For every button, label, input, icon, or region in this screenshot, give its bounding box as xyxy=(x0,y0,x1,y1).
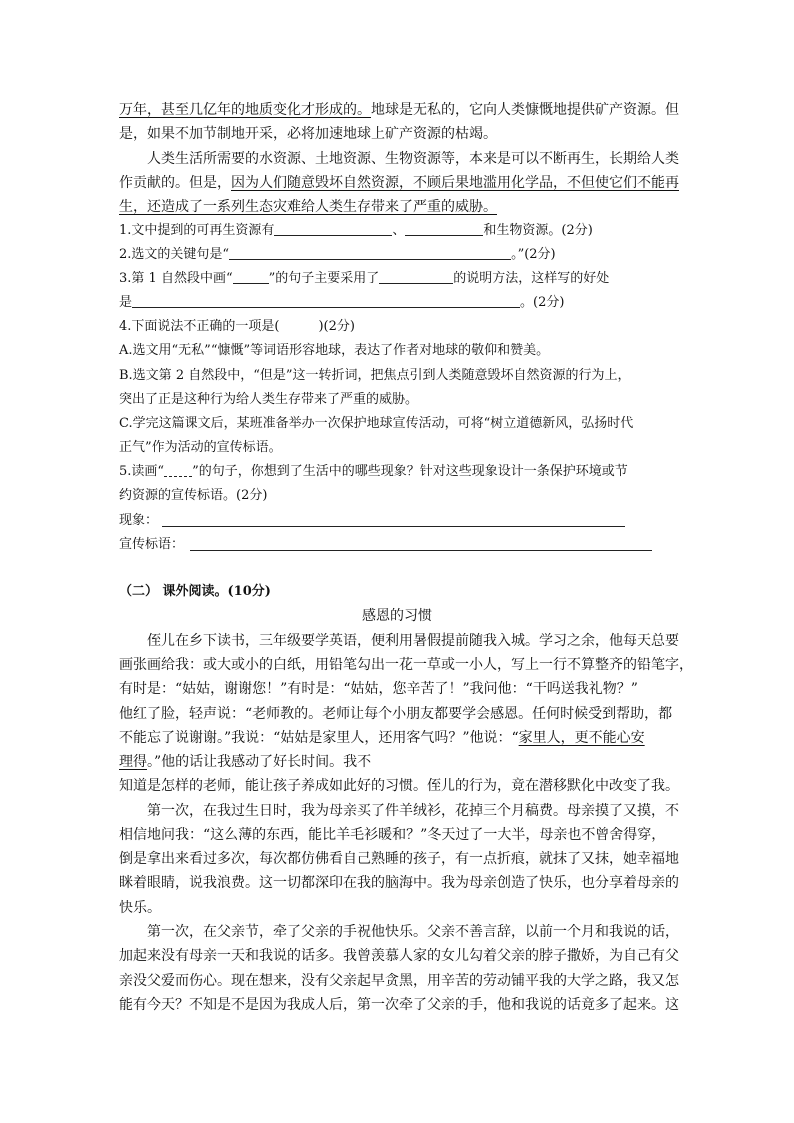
question-3-cont: 是 。(2分) xyxy=(119,295,565,310)
article-line: 理得。”他的话让我感动了好长时间。我不 xyxy=(119,754,372,770)
question-2: 2.选文的关键句是“ 。”(2分) xyxy=(119,247,556,262)
article-line: 第一次，在我过生日时，我为母亲买了件羊绒衫，花掉三个月稿费。母亲摸了又摸，不 xyxy=(147,803,679,819)
article-line: 加起来没有母亲一天和我说的话多。我曾羡慕人家的女儿勾着父亲的脖子撒娇，为自己有父 xyxy=(119,948,679,964)
option-b-cont: 突出了正是这种行为给人类生存带来了严重的威胁。 xyxy=(119,392,419,407)
article-line: 第一次，在父亲节，牵了父亲的手祝他快乐。父亲不善言辞，以前一个月和我说的话， xyxy=(147,924,679,940)
answer-blank[interactable] xyxy=(379,269,453,284)
underlined-sentence: 理得 xyxy=(119,754,147,770)
option-b: B.选文第 2 自然段中，“但是”这一转折词，把焦点引到人类随意毁坏自然资源的行为上， xyxy=(119,368,631,383)
passage-line: 是，如果不加节制地开采，必将加速地球上矿产资源的枯竭。 xyxy=(119,126,497,142)
article-title: 感恩的习惯 xyxy=(362,608,432,624)
answer-blank[interactable] xyxy=(229,245,511,260)
article-line: 画张画给我：或大或小的白纸，用铅笔勾出一花一草或一小人，写上一行不算整齐的铅笔字， xyxy=(119,657,693,673)
option-c: C.学完这篇课文后，某班准备举办一次保护地球宣传活动，可将“树立道德新风，弘扬时代 xyxy=(119,416,634,431)
underline-mark xyxy=(164,462,192,477)
phenomenon-label: 现象： xyxy=(119,513,159,528)
slogan-label: 宣传标语： xyxy=(119,537,185,552)
phenomenon-answer-line[interactable] xyxy=(162,526,625,527)
section-heading: （二） 课外阅读。(10分) xyxy=(119,584,271,599)
article-line: 亲没父爱而伤心。现在想来，没有父亲起早贪黑，用辛苦的劳动铺平我的大学之路，我又怎 xyxy=(119,973,679,989)
article-line: 侄儿在乡下读书，三年级要学英语，便利用暑假提前随我入城。学习之余，他每天总要 xyxy=(147,633,679,649)
underline-mark xyxy=(233,269,269,284)
underlined-sentence: 家里人，更不能心安 xyxy=(518,730,645,746)
underlined-sentence: 万年，甚至几亿年的地质变化才形成的。 xyxy=(119,102,371,118)
answer-blank[interactable] xyxy=(132,293,520,308)
question-4: 4.下面说法不正确的一项是( )(2分) xyxy=(119,319,355,334)
question-5: 5.读画“ ”的句子，你想到了生活中的哪些现象？针对这些现象设计一条保护环境或节 xyxy=(119,464,628,479)
passage-line: 作贡献的。但是，因为人们随意毁坏自然资源，不顾后果地滥用化学品，不但使它们不能再 xyxy=(119,175,679,191)
option-a: A.选文用“无私”“慷慨”等词语形容地球，表达了作者对地球的敬仰和赞美。 xyxy=(119,343,550,358)
question-3: 3.第 1 自然段中画“ ”的句子主要采用了 的说明方法，这样写的好处 xyxy=(119,271,610,286)
article-line: 不能忘了说谢谢。”我说：“姑姑是家里人，还用客气吗？”他说：“家里人，更不能心安 xyxy=(119,730,645,746)
article-line: 能有今天？不知是不是因为我成人后，第一次牵了父亲的手，他和我说的话竟多了起来。这 xyxy=(119,997,679,1013)
article-line: 眯着眼睛，说我浪费。这一切都深印在我的脑海中。我为母亲创造了快乐，也分享着母亲的 xyxy=(119,875,679,891)
answer-blank[interactable] xyxy=(405,221,483,236)
article-line: 快乐。 xyxy=(119,900,161,916)
underlined-sentence: 生，还造成了一系列生态灾难给人类生存带来了严重的威胁。 xyxy=(119,199,497,215)
article-line: 倒是拿出来看过多次，每次都仿佛看自己熟睡的孩子，有一点折痕，就抹了又抹，她幸福地 xyxy=(119,851,679,867)
passage-line: 人类生活所需要的水资源、土地资源、生物资源等，本来是可以不断再生，长期给人类 xyxy=(147,151,679,167)
underlined-sentence: 因为人们随意毁坏自然资源，不顾后果地滥用化学品，不但使它们不能再 xyxy=(231,175,679,191)
answer-blank[interactable] xyxy=(274,221,392,236)
question-5-cont: 约资源的宣传标语。(2分) xyxy=(119,488,268,503)
slogan-answer-line[interactable] xyxy=(190,550,652,551)
passage-line: 万年，甚至几亿年的地质变化才形成的。地球是无私的，它向人类慷慨地提供矿产资源。但 xyxy=(119,102,679,118)
option-c-cont: 正气”作为活动的宣传标语。 xyxy=(119,440,282,455)
passage-line xyxy=(119,196,497,218)
article-line: 他红了脸，轻声说：“老师教的。老师让每个小朋友都要学会感恩。任何时候受到帮助，都 xyxy=(119,706,673,722)
question-1: 1.文中提到的可再生资源有 、 和生物资源。(2分) xyxy=(119,223,593,238)
article-line: 相信地问我：“这么薄的东西，能比羊毛衫暖和？”冬天过了一大半，母亲也不曾舍得穿， xyxy=(119,827,666,843)
article-line: 有时是：“姑姑，谢谢您！”有时是：“姑姑，您辛苦了！”我问他：“干吗送我礼物？” xyxy=(119,681,638,697)
article-line: 知道是怎样的老师，能让孩子养成如此好的习惯。侄儿的行为，竟在潜移默化中改变了我。 xyxy=(119,778,679,794)
